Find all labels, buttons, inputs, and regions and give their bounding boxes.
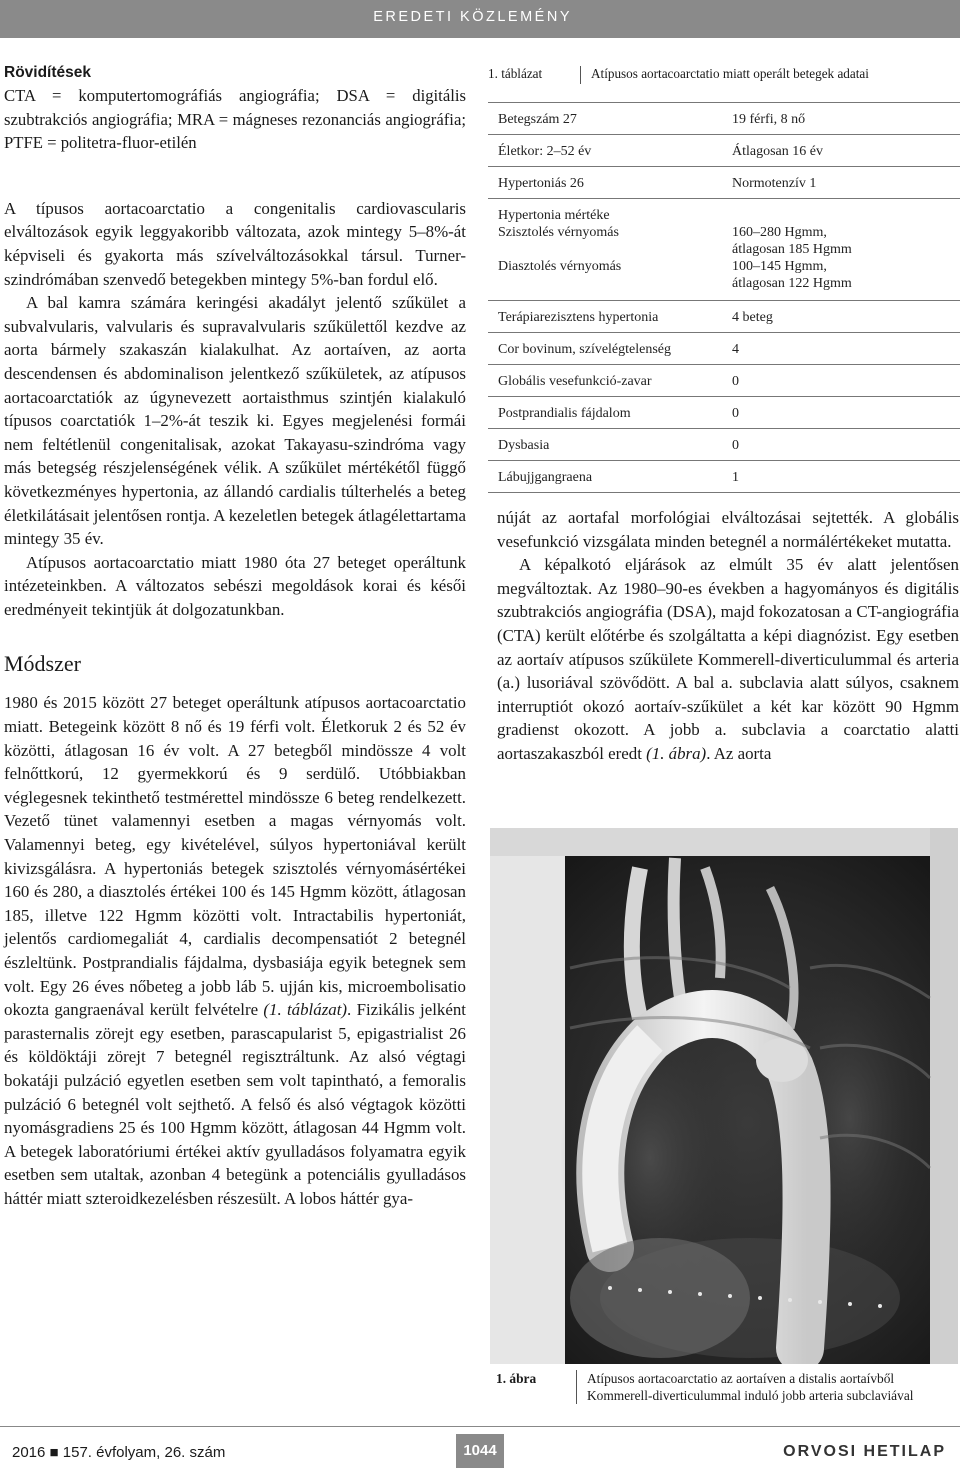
table-cell: Terápiarezisztens hypertonia <box>498 310 659 325</box>
table-cell: Normotenzív 1 <box>732 176 817 191</box>
table-cell: Életkor: 2–52 év <box>498 144 592 159</box>
table-row <box>488 365 960 397</box>
caption-separator <box>580 66 581 84</box>
table-row <box>488 397 960 429</box>
header-bar <box>0 0 960 38</box>
table-cell <box>732 258 960 292</box>
table-cell: 4 <box>732 342 739 357</box>
table-cell-line: 160–280 Hgmm, <box>732 225 827 240</box>
figure-reference-link[interactable]: (1. ábra) <box>646 743 707 763</box>
page-number: 1044 <box>456 1434 504 1468</box>
table-cell: Átlagosan 16 év <box>732 144 823 159</box>
table-cell: Postprandialis fájdalom <box>498 406 631 421</box>
right-paragraph-1: núját az aortafal morfológiai elváltozásai sejtették. A globális vesefunkció vizsgálata minden betegnél a normálértékeket mutatta. <box>497 508 959 551</box>
table-cell: Hypertonia mértéke <box>498 208 610 223</box>
methods-heading: Módszer <box>4 651 81 677</box>
table-cell-line: átlagosan 185 Hgmm <box>732 242 852 257</box>
table-row-group <box>488 199 960 301</box>
table-cell: 0 <box>732 406 739 421</box>
footer-issue: 2016 ■ 157. évfolyam, 26. szám <box>12 1444 226 1461</box>
table-row <box>488 167 960 199</box>
table-cell: Hypertoniás 26 <box>498 176 584 191</box>
footer-rule <box>0 1426 960 1427</box>
table-row <box>488 135 960 167</box>
table-cell-line: átlagosan 122 Hgmm <box>732 276 852 291</box>
angiogram-image <box>490 828 958 1364</box>
methods-text-a: 1980 és 2015 között 27 beteget operáltunk atípusos aortacoarctatio miatt. Betegeink között 8 nő és 19 férfi volt. Életkoruk 2 és 52 év közötti, átlagosan 16 év volt. A 27 betegből mindössze 4 volt felnőttkorú, 12 gyermekkorú és 9 serdülő. Utóbbiakban véglegesnek tekinthető testmérettel mindössze 6 beteg rendelkezett. Vezető tünet valamennyi esetben a magas vérnyomás volt. Valamennyi beteg, egy kivételével, súlyos hypertoniával került kivizsgálásra. A hypertoniás betegek szisztolés vérnyomásértékei 160 és 280, a diasztolés értékei 100 és 145 Hgmm között, átlagosan 185, illetve 122 Hgmm közötti volt. Intractabilis hypertoniát, jelentős cardiomegaliát 4, cardialis decompensatiót 2 betegnél észleltünk. Postprandialis fájdalma, dysbasiája egyik betegnek sem volt. Egy 26 éves nőbeteg a jobb láb 5. ujján kis, microembolisatio okozta gangraenával került felvételre <box>4 693 466 1020</box>
caption-separator <box>576 1370 577 1404</box>
abbreviations-title: Rövidítések <box>4 64 92 81</box>
table-cell <box>732 224 960 258</box>
journal-name: ORVOSI HETILAP <box>783 1443 946 1460</box>
table-reference-link[interactable]: (1. táblázat) <box>263 1000 348 1020</box>
right-column <box>497 506 959 766</box>
table-row <box>488 103 960 135</box>
table-cell: Cor bovinum, szívelégtelenség <box>498 342 672 357</box>
intro-paragraph-1: A típusos aortacoarctatio a congenitalis cardiovascularis elváltozások egyik leggyakoribb változata, azok mintegy 5–8%-át képviseli és gyakorta más szívelváltozásokkal társul. Turner-szindrómában szenvedő betegekben mintegy 5%-ban fordul elő. <box>4 198 466 289</box>
section-label: EREDETI KÖZLEMÉNY <box>373 9 572 25</box>
table-cell: 0 <box>732 374 739 389</box>
table-cell: Lábujjgangraena <box>498 470 593 485</box>
table-row <box>488 461 960 493</box>
table-caption <box>488 66 958 84</box>
table-row <box>488 429 960 461</box>
right-paragraph-2 <box>497 553 959 765</box>
table-cell: Diasztolés vérnyomás <box>498 259 622 274</box>
table-caption-text: Atípusos aortacoarctatio miatt operált betegek adatai <box>591 66 869 81</box>
table-row <box>488 301 960 333</box>
right-text-a: A képalkotó eljárások az elmúlt 35 év alatt jelentősen megváltoztak. Az 1980–90-es években a hagyományos és digitális szubtrakciós angiográfia (DSA), majd fokozatosan a CT-angiográfia (CTA) került előtérbe és szolgáltatta a képi diagnózist. Egy esetben az aortaív atípusos szűkülete Kommerell-diverticulummal és arteria (a.) lusoriával szövődött. A bal a. subclavia alatt súlyos, csaknem interruptiót okozó aortaív-szűkület a két kar között 90 Hgmm gradienst okozott. A jobb a. subclavia a coarctatio alatti aortaszakaszból eredt <box>497 555 959 763</box>
table-cell-line: 100–145 Hgmm, <box>732 259 827 274</box>
table-cell: 1 <box>732 470 739 485</box>
table-cell: 19 férfi, 8 nő <box>732 112 806 127</box>
figure-number: 1. ábra <box>496 1371 537 1386</box>
table-cell: Betegszám 27 <box>498 112 577 127</box>
angiogram-svg <box>490 828 958 1364</box>
table-cell <box>732 207 960 224</box>
intro-paragraph-3: Atípusos aortacoarctatio miatt 1980 óta 27 beteget operáltunk intézeteinkben. A változatos sebészi megoldások korai és késői eredményeit tekintjük át dolgozatunkban. <box>4 552 466 619</box>
left-column <box>4 62 466 1211</box>
abbreviations-text: CTA = komputertomográfiás angiográfia; DSA = digitális szubtrakciós angiográfia; MRA = mágneses rezonanciás angiográfia; PTFE = politetra-fluor-etilén <box>4 86 466 153</box>
intro-paragraph-2: A bal kamra számára keringési akadályt jelentő szűkület a subvalvularis, valvularis és supravalvularis szűkülettől kezdve az aorta bármely szakaszán kialakulhat. Az aortaíven, az aorta descendensen és abdominalison jelentkező szűkületek, az atípusos aortacoarctatiók az úgynevezett aortaisthmus szintjén kialakuló típusos coarctatiók 1–2%-át teszik ki. Egyes megjelenési formái nem feltétlenül congenitalisak, azokat Takayasu-szindróma vagy más betegség részjelenségének vélik. A szűkület mértékétől függő következményes hypertonia, az állandó cardialis túlterhelés a beteg életkilátásait jelentősen rontja. A kezeletlen betegek átlagélettartama mintegy 35 év. <box>4 293 466 549</box>
figure-caption-text: Atípusos aortacoarctatio az aortaíven a distalis aortaívből Kommerell-diverticulummal induló jobb arteria subclaviával <box>587 1371 914 1403</box>
methods-paragraph-1 <box>4 691 466 1210</box>
table-cell: 4 beteg <box>732 310 773 325</box>
right-text-b: . Az aorta <box>706 743 772 763</box>
table-cell: 0 <box>732 438 739 453</box>
figure-caption <box>496 1370 960 1404</box>
table-cell: Dysbasia <box>498 438 550 453</box>
table-cell: Szisztolés vérnyomás <box>498 225 619 240</box>
table-number: 1. táblázat <box>488 66 543 81</box>
patient-data-table <box>488 102 960 493</box>
table-cell: Globális vesefunkció-zavar <box>498 374 652 389</box>
table-row <box>488 333 960 365</box>
methods-text-b: . Fizikális jelként parasternalis zörejt egy esetben, parascapularist 5, epigastrialist 26 és köldöktáji zörejt 7 betegnél regisztráltunk. Az alsó végtagi bokatáji pulzáció egyetlen esetben sem volt tapintható, a femoralis pulzáció 6 betegnél volt sejthető. A felső és alsó végtagok közötti nyomásgradiens 25 és 100 Hgmm között, átlagosan 44 Hgmm volt. A betegek laboratóriumi értékei aktív gyulladásos folyamatra egyik esetben sem utaltak, azonban 4 betegünk a potenciális gyulladásos háttér miatt szteroidkezelésben részesült. A lobos háttér gya- <box>4 1000 466 1208</box>
